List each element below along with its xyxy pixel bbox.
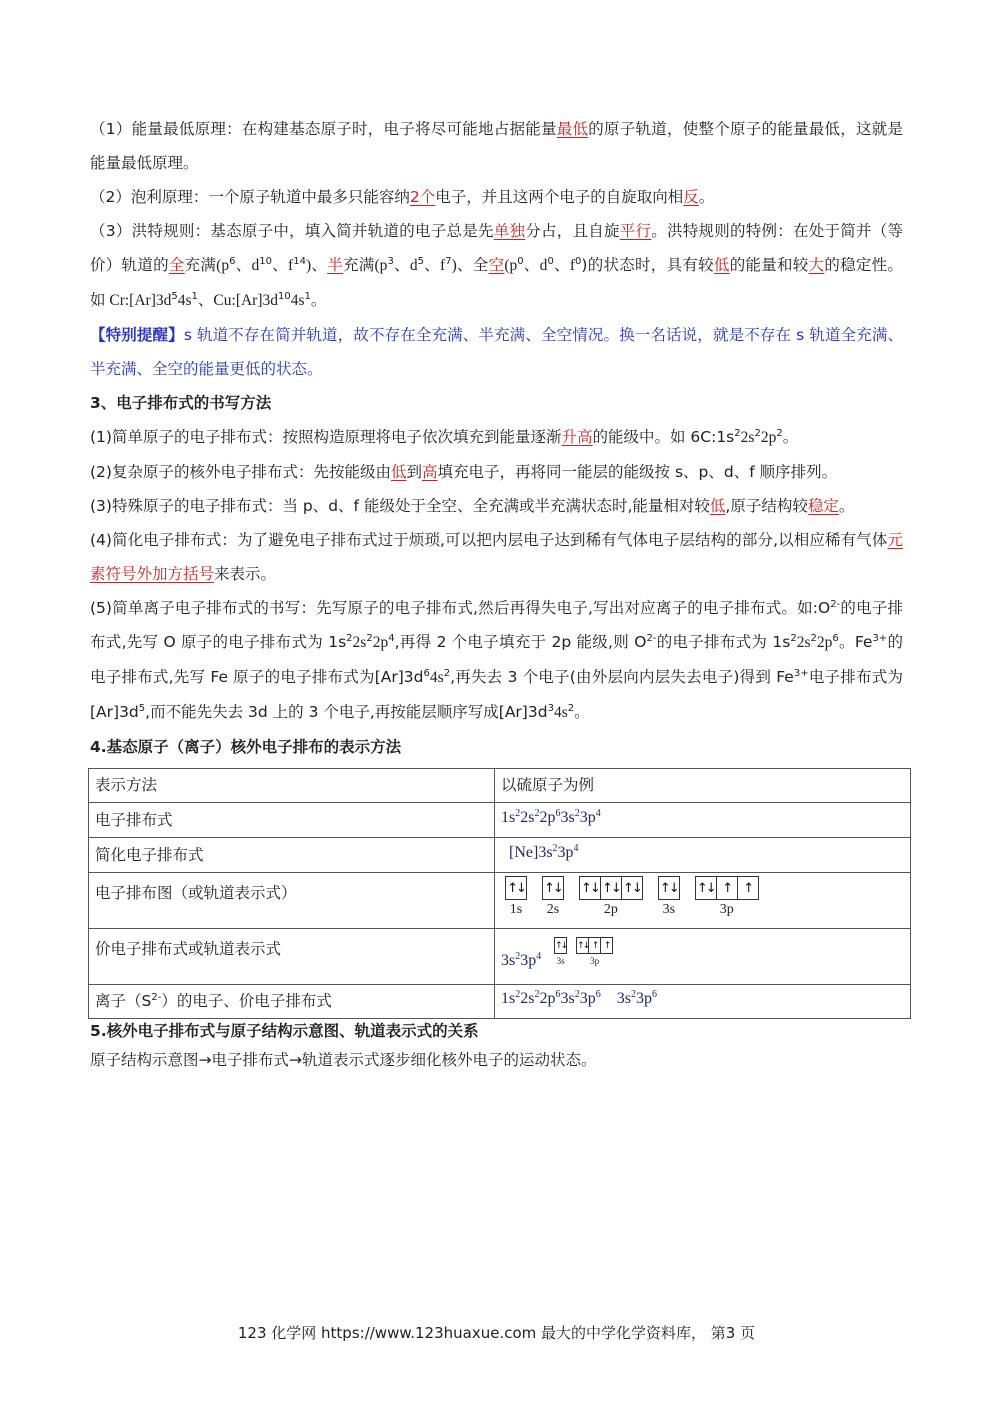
tip-label: 【特别提醒】 bbox=[90, 326, 184, 344]
sec3-item-4: (4)简化电子排布式：为了避免电子排布式过于烦琐,可以把内层电子达到稀有气体电子层结构的部分,以相应稀有气体元素符号外加方括号来表示。 bbox=[90, 531, 903, 583]
orbital-3p: ↑↓ ↑ ↑ 3p bbox=[695, 876, 759, 918]
special-tip bbox=[90, 318, 903, 386]
rule-3: （3）洪特规则：基态原子中，填入简并轨道的电子总是先单独分占，且自旋平行。洪特规则的特例：在处于简并（等价）轨道的全充满($p^6$、$d^{10}$、$f^{14}$)、半充满($p^3$、$d^5$、$f^7$)、全空($p^0$、$d^0$、$f^0$)的状态时，具有较低的能量和较大的稳定性。如 $Cr:[Ar]3d^54s^1$、$Cu:[Ar]3d^{10}4s^1$。 bbox=[90, 222, 903, 309]
section-5-heading: 5.核外电子排布式与原子结构示意图、轨道表示式的关系 bbox=[90, 1022, 479, 1040]
sec3-item-5: (5)简单离子电子排布式的书写：先写原子的电子排布式,然后再得失电子,写出对应离子的电子排布式。如$:O^{2-}$的电子排布式,先写 O 原子的电子排布式为 $1s^22s^22p^4$,再得 2 个电子填充于 2p 能级,则 $O^{2-}$的电子排布式为 $1s^22s^22p^6$。$Fe^{3+}$的电子排布式,先写 Fe 原子的电子排布式为$[Ar]3d^64s^2$,再失去 3 个电子(由外层向内层失去电子)得到 $Fe^{3+}$电子排布式为$[Ar]3d^5$,而不能先失去 3d 上的 3 个电子,再按能层顺序写成$[Ar]3d^34s^2$。 bbox=[90, 599, 903, 721]
table-row bbox=[89, 803, 911, 838]
table-cell: 价电子排布式或轨道表示式 bbox=[89, 929, 495, 985]
table-cell: 电子排布图（或轨道表示式） bbox=[89, 873, 495, 929]
sec3-item-2: (2)复杂原子的核外电子排布式：先按能级由低到高填充电子，再将同一能层的能级按 s、p、d、f 顺序排列。 bbox=[90, 463, 838, 481]
section-5-text: 原子结构示意图→电子排布式→轨道表示式逐步细化核外电子的运动状态。 bbox=[90, 1051, 597, 1069]
table-row bbox=[89, 769, 911, 803]
section-4-heading: 4.基态原子（离子）核外电子排布的表示方法 bbox=[90, 738, 402, 756]
table-row bbox=[89, 873, 911, 929]
representation-table bbox=[88, 768, 911, 1019]
answer-blank: 2个 bbox=[409, 188, 436, 206]
rule-2: （2）泡利原理：一个原子轨道中最多只能容纳2个电子，并且这两个电子的自旋取向相反。 bbox=[90, 188, 715, 206]
orbital-2s: ↑↓ 2s bbox=[542, 876, 564, 918]
tip-text: s 轨道不存在简并轨道，故不存在全充满、半充满、全空情况。换一名话说，就是不存在 s 轨道全充满、半充满、全空的能量更低的状态。 bbox=[90, 326, 903, 378]
section-3-heading: 3、电子排布式的书写方法 bbox=[90, 394, 272, 412]
orbital-1s: ↑↓ 1s bbox=[505, 876, 527, 918]
table-cell: $1s^22s^22p^63s^23p^4$ bbox=[495, 803, 911, 838]
valence-cell: $3s^23p^4$ ↑↓ 3s ↑↓ ↑ ↑ 3p bbox=[495, 929, 911, 985]
orbital-3s-small: ↑↓ 3s bbox=[554, 937, 567, 966]
table-header-cell: 表示方法 bbox=[89, 769, 495, 803]
table-row bbox=[89, 929, 911, 985]
table-cell: 电子排布式 bbox=[89, 803, 495, 838]
answer-blank: 最低 bbox=[556, 120, 589, 138]
table-cell: $1s^22s^22p^63s^23p^6$ $3s^23p^6$ bbox=[495, 985, 911, 1019]
orbital-2p: ↑↓ ↑↓ ↑↓ 2p bbox=[579, 876, 643, 918]
orbital-3s: ↑↓ 3s bbox=[658, 876, 680, 918]
orbital-3p-small: ↑↓ ↑ ↑ 3p bbox=[576, 937, 613, 966]
sec3-item-1: (1)简单原子的电子排布式：按照构造原理将电子依次填充到能量逐渐升高的能级中。如 $6C:1s^22s^22p^2$。 bbox=[90, 428, 799, 446]
table-row bbox=[89, 985, 911, 1019]
answer-blank: 反 bbox=[683, 188, 699, 206]
table-cell: 简化电子排布式 bbox=[89, 838, 495, 873]
table-cell: 离子$(S^{2-})$的电子、价电子排布式 bbox=[89, 985, 495, 1019]
orbital-diagram-cell bbox=[495, 873, 911, 929]
page-footer: 123 化学网 https://www.123huaxue.com 最大的中学化学资料库， 第3 页 bbox=[237, 1324, 756, 1342]
sec3-item-3: (3)特殊原子的电子排布式：当 p、d、f 能级处于全空、全充满或半充满状态时,能量相对较低,原子结构较稳定。 bbox=[90, 497, 855, 515]
rule-1: （1）能量最低原理：在构建基态原子时，电子将尽可能地占据能量最低的原子轨道，使整个原子的能量最低，这就是能量最低原理。 bbox=[90, 120, 903, 172]
table-cell: $[Ne]3s^23p^4$ bbox=[495, 838, 911, 873]
document-body bbox=[90, 112, 903, 1078]
table-header-cell: 以硫原子为例 bbox=[495, 769, 911, 803]
table-row bbox=[89, 838, 911, 873]
